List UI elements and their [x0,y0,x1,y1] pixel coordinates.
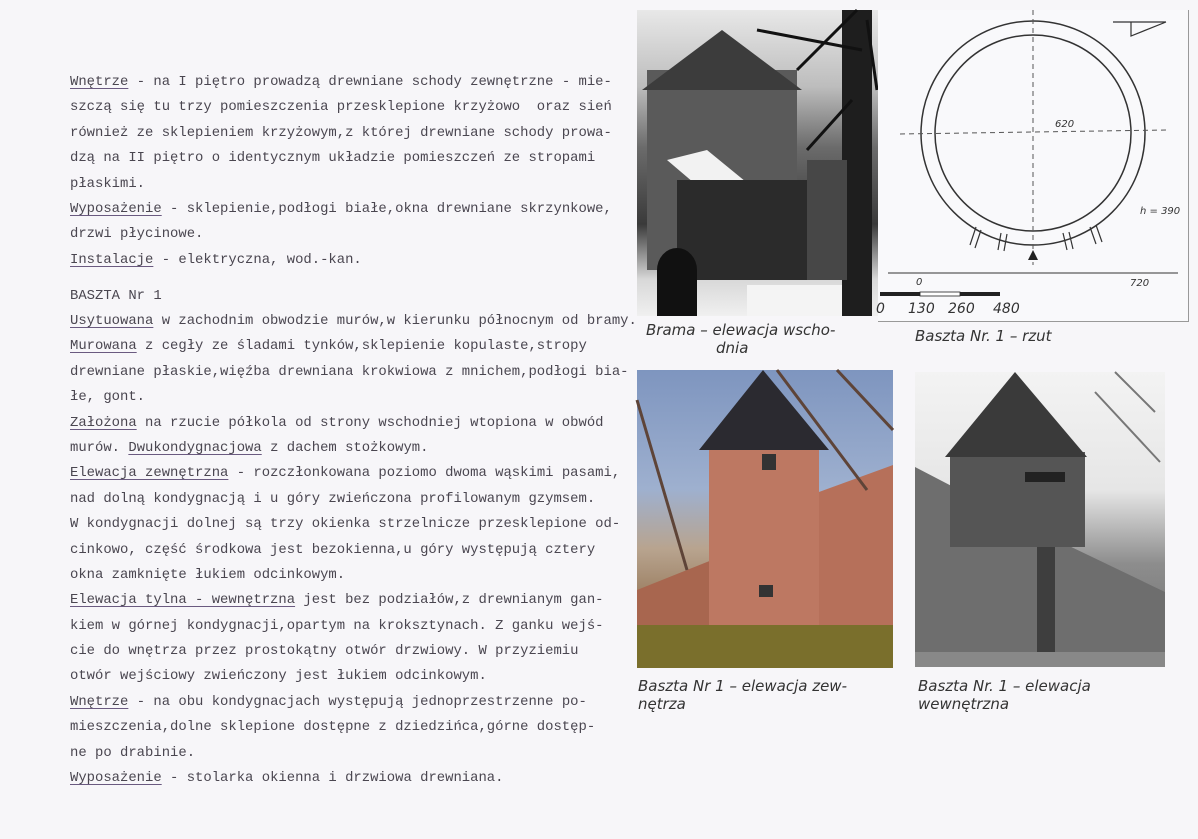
section-heading [70,284,162,309]
text-line [70,248,612,273]
text-segment: - na obu kondygnacjach występują jednoprzestrzenne po- [128,693,587,710]
text-line [70,664,637,689]
photo-tower-interior [915,372,1165,667]
text-line [70,614,637,639]
text-segment: nad dolną kondygnacją i u góry zwieńczona profilowanym gzymsem. [70,490,596,507]
text-segment: - na I piętro prowadzą drewniane schody zewnętrzne - mie- [128,74,612,90]
buttresses [970,225,1102,251]
svg-text:130: 130 [908,301,935,317]
text-line [70,690,637,715]
svg-text:0: 0 [876,301,885,317]
text-segment: - rozczłonkowana poziomo dwoma wąskimi pasami, [228,465,621,482]
text-line [70,563,637,588]
north-arrow-icon [1113,22,1166,36]
text-segment: z dachem stożkowym. [261,439,429,456]
underlined-term: Instalacje [70,251,154,268]
text-segment: otwór wejściowy zwieńczony jest łukiem odcinkowym. [70,668,487,685]
underlined-term: Murowana [70,338,137,355]
photo-gate-east-elevation [637,10,878,316]
text-line [70,461,637,486]
text-line [70,70,612,95]
description-tower [70,309,637,791]
text-line [70,766,637,791]
underlined-term: Elewacja zewnętrzna [70,465,229,482]
text-segment: murów. [70,439,129,456]
text-segment: również ze sklepieniem krzyżowym,z której drewniane schody prowa- [70,124,612,141]
text-line [70,538,637,563]
text-segment: na rzucie półkola od strony wschodniej wtopiona w obwód [136,414,604,431]
text-segment: łe, gont. [70,389,146,406]
text-line [70,588,637,613]
text-line [70,95,612,120]
caption-gate: Brama – elewacja wscho- dnia [646,321,836,357]
interior-photo-drawing [915,372,1165,667]
text-segment: W kondygnacji dolnej są trzy okienka strzelnicze przesklepione od- [70,516,621,533]
text-segment: - elektryczna, wod.-kan. [153,251,362,268]
text-line [70,121,612,146]
underlined-term: Dwukondygnacjowa [128,439,262,456]
text-segment: cinkowo, część środkowa jest bezokienna,u góry występują cztery [70,541,596,558]
photo-tower-exterior [637,370,893,668]
underlined-term: Elewacja tylna - wewnętrzna [70,592,296,609]
text-line [70,360,637,385]
caption-exterior: Baszta Nr 1 – elewacja zew- nętrza [638,677,847,713]
text-segment: - stolarka okienna i drzwiowa drewniana. [161,770,504,787]
section-heading-text: BASZTA Nr 1 [70,288,162,304]
tower-floor-plan [878,10,1189,322]
caption-plan: Baszta Nr. 1 – rzut [915,327,1052,345]
text-line [70,309,637,334]
entrance-arrow-icon [1028,250,1038,260]
underlined-term: Wyposażenie [70,200,162,217]
text-segment: drzwi płycinowe. [70,226,204,243]
text-segment: z cegły ze śladami tynków,sklepienie kopulaste,stropy [136,338,587,355]
height-label: h = 390 [1140,206,1181,217]
svg-text:260: 260 [948,301,975,317]
svg-text:480: 480 [993,301,1020,317]
text-line [70,715,637,740]
underlined-term: Wnętrze [70,74,129,90]
text-line [70,146,612,171]
text-segment: kiem w górnej kondygnacji,opartym na kroksztynach. Z ganku wejś- [70,617,604,634]
text-segment: drewniane płaskie,więźba drewniana krokwiowa z mnichem,podłogi bia- [70,363,629,380]
plan-drawing [878,10,1188,321]
text-segment: cie do wnętrza przez prostokątny otwór drzwiowy. W przyziemiu [70,643,579,660]
text-segment: jest bez podziałów,z drewnianym gan- [295,592,604,609]
text-line [70,385,637,410]
diameter-label: 620 [1055,119,1075,130]
text-segment: szczą się tu trzy pomieszczenia przesklepione krzyżowo oraz sień [70,99,612,116]
caption-interior: Baszta Nr. 1 – elewacja wewnętrzna [918,677,1091,713]
text-segment: w zachodnim obwodzie murów,w kierunku północnym od bramy. [153,313,637,329]
axis-start-label: 0 [916,277,923,288]
text-line [70,197,612,222]
underlined-term: Założona [70,414,137,431]
text-segment: dzą na II piętro o identycznym układzie pomieszczeń ze stropami [70,150,596,167]
axis-end-label: 720 [1130,278,1150,289]
text-line [70,222,612,247]
text-line [70,741,637,766]
text-segment: płaskimi. [70,175,146,192]
gate-photo-drawing [637,10,878,316]
text-segment: mieszczenia,dolne sklepione dostępne z dziedzińca,górne dostęp- [70,719,596,736]
text-line [70,512,637,537]
description-gate-interior [70,70,612,273]
text-line [70,411,637,436]
text-line [70,334,637,359]
text-line [70,639,637,664]
text-segment: ne po drabinie. [70,744,196,761]
text-line [70,172,612,197]
exterior-photo-drawing [637,370,893,668]
underlined-term: Wyposażenie [70,770,162,787]
text-line [70,436,637,461]
text-segment: okna zamknięte łukiem odcinkowym. [70,566,346,583]
text-segment: - sklepienie,podłogi białe,okna drewniane skrzynkowe, [161,200,612,217]
underlined-term: Wnętrze [70,693,129,710]
underlined-term: Usytuowana [70,313,154,329]
text-line [70,487,637,512]
